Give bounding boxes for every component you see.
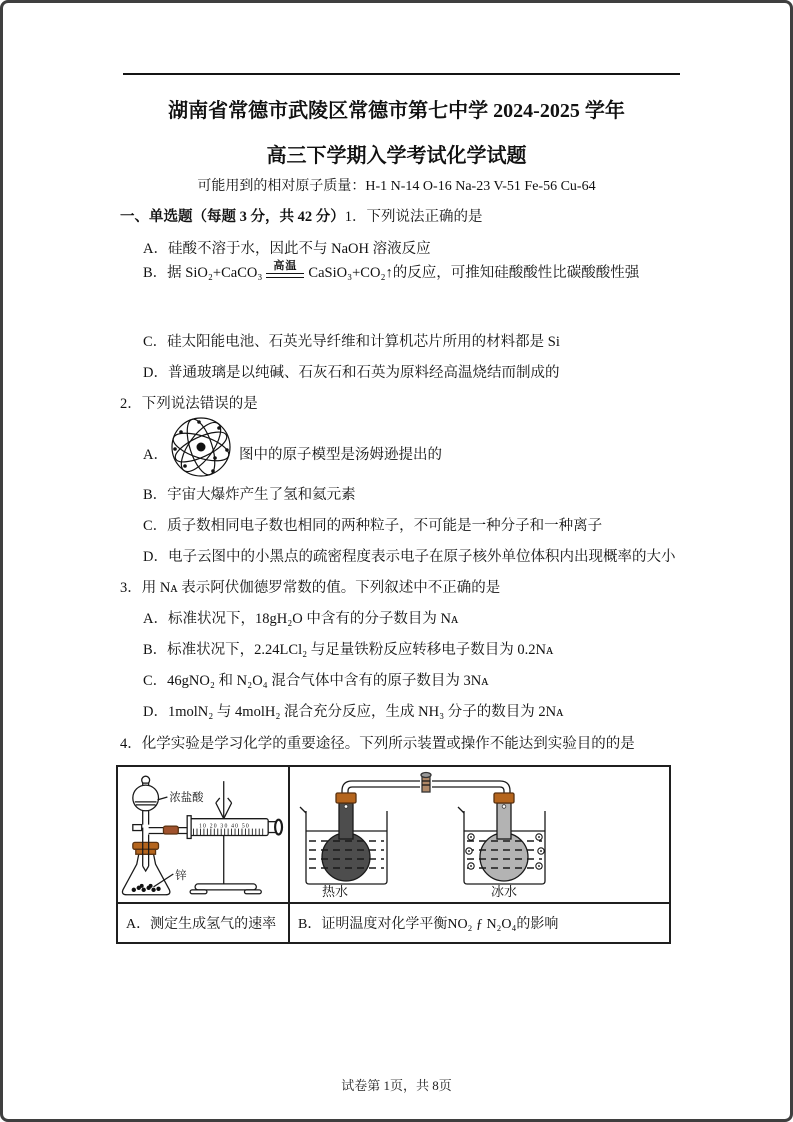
q4-option-a-caption: A．测定生成氢气的速率 [118,902,288,942]
q3-option-b: B．标准状况下，2.24LCl₂ 与足量铁粉反应转移电子数目为 0.2Nᴀ [143,642,554,658]
q1-option-b-post: CaSiO₃+CO₂↑的反应，可推知硅酸酸性比碳酸酸性强 [308,265,640,281]
zinc-label: 锌 [175,869,187,882]
reaction-condition [266,261,304,278]
q2-option-a-text: 图中的原子模型是汤姆逊提出的 [239,447,442,463]
q3-option-c: C．46gNO₂ 和 N₂O₄ 混合气体中含有的原子数目为 3Nᴀ [143,673,489,689]
q3-option-d: D．1molN₂ 与 4molH₂ 混合充分反应，生成 NH₃ 分子的数目为 2Nᴀ [143,704,564,720]
syringe-scale-label: 10 20 30 40 50 [199,823,250,830]
q2-option-a-label: A． [143,447,168,463]
q2-option-b: B．宇宙大爆炸产生了氢和氦元素 [143,487,356,503]
q1-option-b-pre: B．据 SiO₂+CaCO₃ [143,265,263,281]
tube-connector [163,826,178,834]
reaction-condition-text: 高温 [273,260,298,272]
header-rule [123,73,680,75]
hot-water-label: 热水 [322,883,349,899]
q4-stem: 4．化学实验是学习化学的重要途径。下列所示装置或操作不能达到实验目的的是 [120,736,635,752]
equilibrium-apparatus-image [296,771,561,899]
q1-stem: 1．下列说法正确的是 [344,209,483,225]
q1-option-d: D．普通玻璃是以纯碱、石灰石和石英为原料经高温烧结而制成的 [143,365,560,381]
q2-option-d: D．电子云图中的小黑点的疏密程度表示电子在原子核外单位体积内出现概率的大小 [143,549,676,565]
gas-rate-apparatus-image [118,769,284,900]
apparatus-b-cell [288,767,669,902]
q3-stem: 3．用 Nᴀ 表示阿伏伽德罗常数的值。下列叙述中不正确的是 [120,580,501,596]
q2-option-c: C．质子数相同电子数也相同的两种粒子，不可能是一种分子和一种离子 [143,518,603,534]
q1-option-c: C．硅太阳能电池、石英光导纤维和计算机芯片所用的材料都是 Si [143,334,560,350]
q1-option-b [143,261,639,282]
atom-model-image [169,414,233,485]
q1-option-a: A．硅酸不溶于水，因此不与 NaOH 溶液反应 [143,241,431,257]
q4-option-b-caption: B．证明温度对化学平衡NO₂ ƒ N₂O₄的影响 [288,902,669,942]
stopcock-valve [422,776,430,792]
hot-flask-bulb [322,833,370,881]
q4-options-table [116,765,671,944]
ice-flask-bulb [480,833,528,881]
ice-flask-stopper [494,793,514,803]
page-title-line1: 湖南省常德市武陵区常德市第七中学 2024-2025 学年 [168,100,625,122]
double-equals-line [266,273,304,278]
ice-water-label: 冰水 [491,883,518,899]
page-footer: 试卷第 1页，共 8页 [341,1078,452,1093]
apparatus-a-cell [118,767,288,902]
hot-flask-stopper [336,793,356,803]
q2-stem: 2．下列说法错误的是 [120,396,258,412]
hcl-label: 浓盐酸 [169,791,204,804]
q3-option-a: A．标准状况下，18gH₂O 中含有的分子数目为 Nᴀ [143,611,459,627]
page-title-line2: 高三下学期入学考试化学试题 [266,145,527,167]
nucleus-dot [197,443,206,452]
section1-heading [120,208,483,226]
atomic-masses-note: 可能用到的相对原子质量：H-1 N-14 O-16 Na-23 V-51 Fe-56 Cu-64 [197,179,596,194]
section1-heading-bold: 一、单选题（每题 3 分，共 42 分） [120,209,345,225]
flask-stopper [133,842,159,849]
